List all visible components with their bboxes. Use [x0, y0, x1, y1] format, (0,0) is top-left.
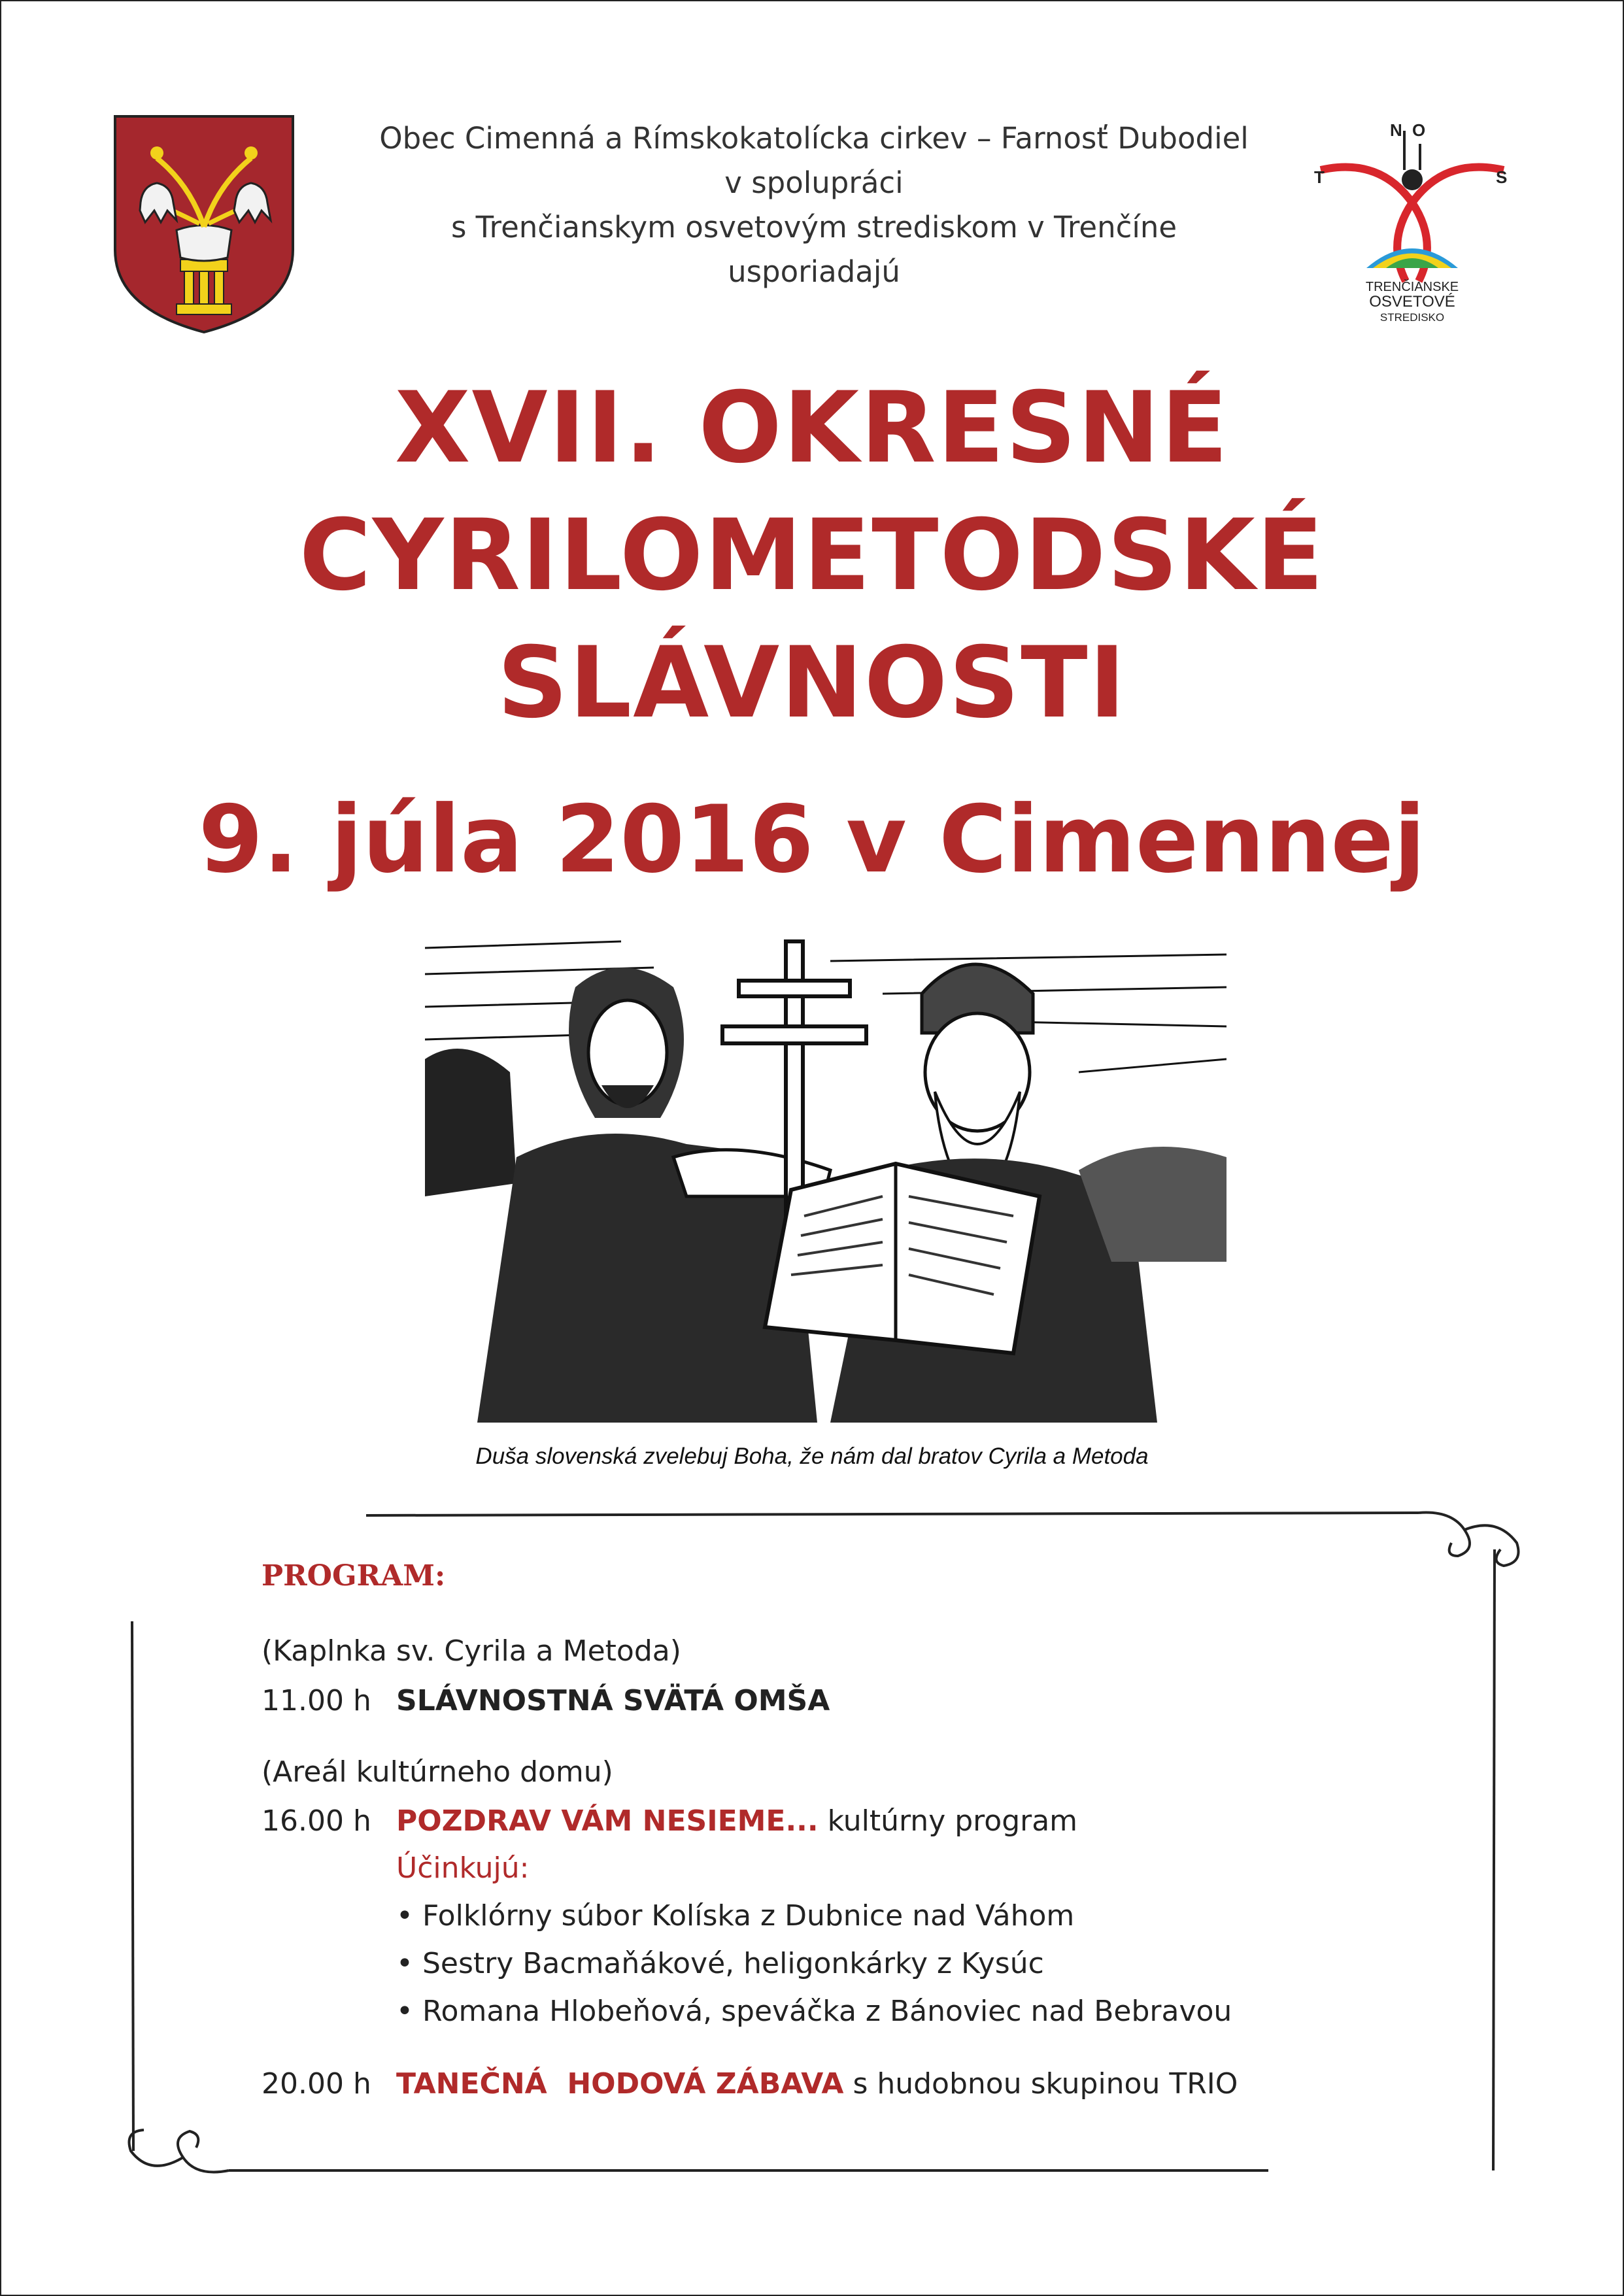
organizer-line: v spolupráci: [724, 165, 904, 200]
title-line-1: XVII. OKRESNÉ: [394, 371, 1230, 485]
logo-text: STREDISKO: [1379, 311, 1445, 324]
event-time: 11.00 h: [262, 1684, 371, 1717]
logo-letter-o: O: [1412, 120, 1426, 140]
event-time: 16.00 h: [262, 1804, 371, 1838]
event-line: [396, 1804, 1077, 1838]
logo-text: OSVETOVÉ: [1369, 293, 1455, 311]
title-line-2: CYRILOMETODSKÉ: [299, 499, 1325, 613]
organizer-line: s Trenčianskym osvetovým strediskom v Trenčíne: [450, 210, 1177, 245]
event-suffix: kultúrny program: [827, 1804, 1078, 1838]
event-title: SLÁVNOSTNÁ SVÄTÁ OMŠA: [396, 1684, 830, 1717]
location-culture-house: (Areál kultúrneho domu): [262, 1755, 613, 1789]
performers-label: Účinkujú:: [396, 1851, 530, 1885]
event-suffix: s hudobnou skupinou TRIO: [853, 2067, 1238, 2101]
saints-illustration: [425, 922, 1226, 1423]
logo-letter-s: S: [1496, 167, 1508, 187]
organizer-line: usporiadajú: [728, 254, 900, 289]
event-title: POZDRAV VÁM NESIEME...: [396, 1804, 819, 1838]
event-title: TANEČNÁ HODOVÁ ZÁBAVA: [396, 2067, 844, 2101]
organizers-text: [301, 116, 1327, 294]
performer-item: • Folklórny súbor Kolíska z Dubnice nad Váhom: [396, 1899, 1075, 1933]
event-date: 9. júla 2016 v Cimennej: [198, 786, 1426, 894]
performer-item: • Romana Hlobeňová, speváčka z Bánoviec nad Bebravou: [396, 1995, 1232, 2028]
program-heading: PROGRAM:: [262, 1559, 446, 1593]
location-chapel: (Kaplnka sv. Cyrila a Metoda): [262, 1634, 681, 1668]
logo-text: TRENČIANSKE: [1365, 280, 1459, 294]
logo-letter-n: N: [1390, 120, 1402, 140]
title-line-3: SLÁVNOSTI: [497, 626, 1127, 740]
event-line: [396, 2067, 1238, 2101]
performer-item: • Sestry Bacmaňákové, heligonkárky z Kysúc: [396, 1947, 1044, 1980]
logo-letter-t: T: [1314, 167, 1325, 187]
coat-of-arms-icon: [111, 112, 297, 336]
tos-logo-icon: [1308, 118, 1517, 333]
illustration-caption: Duša slovenská zvelebuj Boha, že nám dal bratov Cyrila a Metoda: [475, 1443, 1149, 1469]
event-time: 20.00 h: [262, 2067, 371, 2101]
organizer-line: Obec Cimenná a Rímskokatolícka cirkev – Farnosť Dubodiel: [379, 121, 1249, 156]
